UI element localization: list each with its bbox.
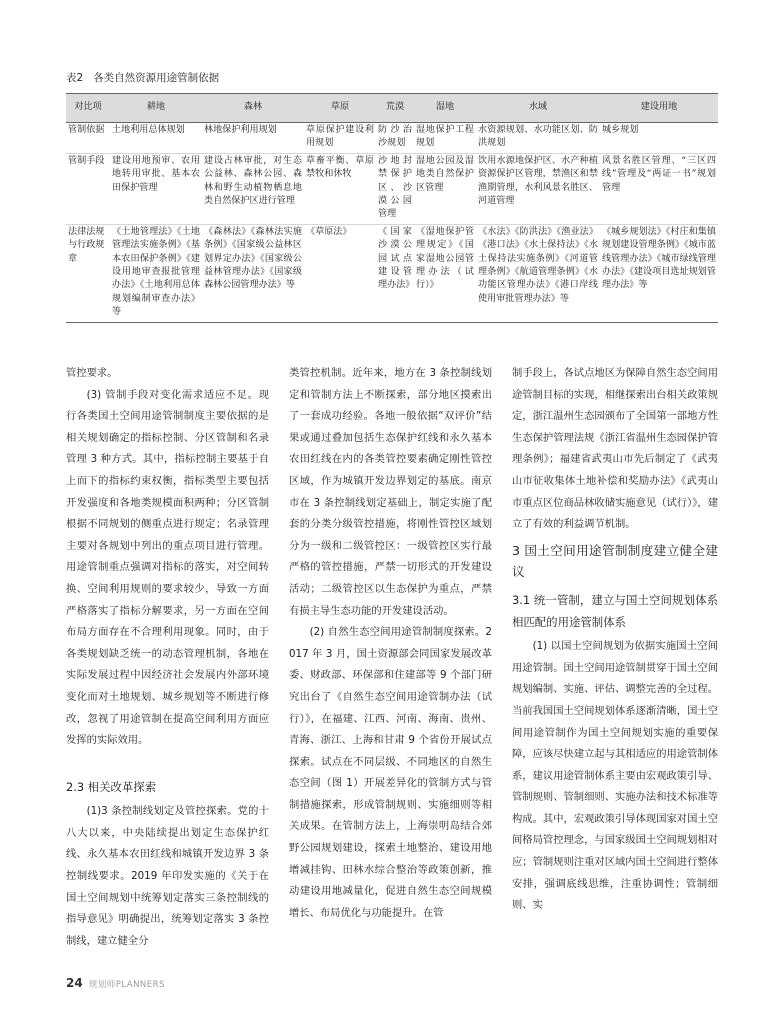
table-header-row (66, 94, 718, 123)
page-number: 24 (66, 976, 83, 990)
table-cell: 风景名胜区管理、“三区四线”管理及“两证一书”规划管理 (600, 153, 718, 224)
table-number: 表2 (66, 72, 84, 84)
table-caption (66, 70, 219, 85)
text-column-3 (512, 363, 718, 953)
table-cell: 湿地公园及湿地类自然保护区管理 (414, 153, 476, 224)
body-paragraph: (1) 以国土空间规划为依据实施国土空间用途管制。国土空间用途管制贯穿于国土空间规划编制、实施、评估、调整完善的全过程。当前我国国土空间规划体系逐渐清晰，国土空间用途管制作为国土空间规划实施的重要保障，应该尽快建立起与其相适应的用途管制体系，建议用途管制体系主要由宏观政策引导、管制规则、管制细则、实施办法和技术标准等构成。其中，宏观政策引导体现国家对国土空间格局管控理念，与国家级国土空间规划相对应；管制规则注重对区域内国土空间进行整体安排，强调底线思维，注重协调性；管制细则、实 (512, 640, 718, 912)
header-compare: 对比项 (66, 94, 110, 123)
table-cell: 土地利用总体规划 (110, 123, 202, 154)
header-farmland: 耕地 (110, 94, 202, 123)
table-cell: 建设占林审批，对生态公益林、森林公园、森林和野生动植物栖息地类自然保护区进行管理 (202, 153, 304, 224)
journal-name: 规划师PLANNERS (88, 980, 165, 990)
resource-control-table (66, 93, 718, 323)
body-paragraph: 制手段上，各试点地区为保障自然生态空间用途管制目标的实现，相继探索出台相关政策规定，浙江温州生态园颁布了全国第一部地方性生态保护管理法规《浙江省温州生态园保护管理条例》；福建省武夷山市先后制定了《武夷山市征收集体土地补偿和奖励办法》《武夷山市重点区位商品林收储实施意见（试行）》，建立了有效的利益调节机制。 (512, 367, 718, 531)
table-cell: 林地保护利用规划 (202, 123, 304, 154)
table-cell: 《湿地保护管理规定》《国家湿地公园管理办法（试行）》 (414, 224, 476, 322)
table-cell: 城乡规划 (600, 123, 718, 154)
header-water: 水域 (476, 94, 600, 123)
section-heading-2-3: 2.3 相关改革探索 (66, 779, 157, 794)
table-cell: 沙地封禁保护区、沙漠公园管理 (376, 153, 414, 224)
table-cell: 《森林法》《森林法实施条例》《国家级公益林区划界定办法》《国家级公益林管理办法》《国家级森林公园管理办法》等 (202, 224, 304, 322)
table-row (66, 153, 718, 224)
table-cell: 防沙治沙规划 (376, 123, 414, 154)
table-cell: 《土地管理法》《土地管理法实施条例》《基本农田保护条例》《建设用地审查报批管理办法》《土地利用总体规划编制审查办法》等 (110, 224, 202, 322)
table-cell: 水资源规划、水功能区划、防洪规划 (476, 123, 600, 154)
header-desert: 荒漠 (376, 94, 414, 123)
table-cell: 草畜平衡、草原禁牧和休牧 (304, 153, 376, 224)
table-cell: 《国家沙漠公园试点建设管理办法》 (376, 224, 414, 322)
body-paragraph: (3) 管制手段对变化需求适应不足。现行各类国土空间用途管制制度主要依据的是相关规划确定的指标控制、分区管制和名录管理 3 种方式。其中，指标控制主要基于自上而下的指标约束权衡，指标类型主要包括开发强度和各地类规模面积两种；分区管制根据不同规划的侧重点进行规定；名录管理主要对各规划中列出的重点项目进行管理。用途管制重点强调对指标的落实，对空间转换、空间利用规则的要求较少，导致一方面严格落实了指标分解要求，另一方面在空间布局方面存在不合理利用现象。同时，由于各类规划缺乏统一的动态管理机制，各地在实际发展过程中因经济社会发展内外部环境变化而对土地规划、城乡规划等不断进行修改，忽视了用途管制在提高空间利用方面应发挥的实际效用。 (66, 388, 269, 747)
body-paragraph: (1)3 条控制线划定及管控探索。党的十八大以来，中央陆续提出划定生态保护红线、永久基本农田红线和城镇开发边界 3 条控制线要求。2019 年印发实施的《关于在国土空间规划中统筹划定落实三条控制线的指导意见》明确提出，统筹划定落实 3 条控制线，建立健全分 (66, 805, 269, 947)
table-cell: 建设用地预审、农用地转用审批、基本农田保护管理 (110, 153, 202, 224)
text-column-1 (66, 363, 269, 953)
row-label-laws: 法律法规与行政规章 (66, 224, 110, 322)
table-cell: 草原保护建设利用规划 (304, 123, 376, 154)
section-heading-3: 3 国土空间用途管制制度建立健全建议 (512, 542, 718, 580)
row-label-means: 管制手段 (66, 153, 110, 224)
body-paragraph: 管控要求。 (66, 367, 118, 379)
section-heading-3-1: 3.1 统一管制，建立与国土空间规划体系相匹配的用途管制体系 (512, 592, 718, 629)
table-row (66, 224, 718, 322)
header-construction-land: 建设用地 (600, 94, 718, 123)
header-forest: 森林 (202, 94, 304, 123)
table-title: 各类自然资源用途管制依据 (93, 72, 220, 84)
text-column-2 (289, 363, 492, 953)
body-paragraph: 类管控机制。近年来，地方在 3 条控制线划定和管制方法上不断探索，部分地区摸索出了一套成功经验。各地一般依据“双评价”结果或通过叠加包括生态保护红线和永久基本农田红线在内的各类管控要素确定刚性管控区域，作为城镇开发边界划定的基底。南京市在 3 条控制线划定基础上，制定实施了配套的分类分级管控措施，将刚性管控区域划分为一级和二级管控区：一级管控区实行最严格的管控措施，严禁一切形式的开发建设活动；二级管控区以生态保护为重点，严禁有损主导生态功能的开发建设活动。 (289, 367, 492, 617)
table-cell: 《水法》《防洪法》《渔业法》《港口法》《水土保持法》《水土保持法实施条例》《河道管理条例》《航道管理条例》《水功能区管理办法》《港口岸线使用审批管理办法》等 (476, 224, 600, 322)
page-footer (66, 972, 165, 991)
table-cell: 饮用水源地保护区、水产种植资源保护区管理，禁渔区和禁渔期管理，水利风景名胜区、河道管理 (476, 153, 600, 224)
table-row (66, 123, 718, 154)
table-cell: 湿地保护工程规划 (414, 123, 476, 154)
table-cell: 《草原法》 (304, 224, 376, 322)
table-cell: 《城乡规划法》《村庄和集镇规划建设管理条例》《城市蓝线管理办法》《城市绿线管理办法》《建设项目选址规划管理办法》等 (600, 224, 718, 322)
row-label-basis: 管制依据 (66, 123, 110, 154)
body-paragraph: (2) 自然生态空间用途管制制度探索。2017 年 3 月，国土资源部会同国家发展改革委、财政部、环保部和住建部等 9 个部门研究出台了《自然生态空间用途管制办法（试行）》，在福建、江西、河南、海南、贵州、青海、浙江、上海和甘肃 9 个省份开展试点探索。试点在不同层级、不同地区的自然生态空间（图 1）开展差异化的管制方式与管制措施探索，形成管制规则、实施细则等相关成果。在管制方法上，上海崇明岛结合郊野公园规划建设，探索土地整治、建设用地增减挂钩、田林水综合整治等政策创新，推动建设用地减量化，促进自然生态空间规模增长、布局优化与功能提升。在管 (289, 626, 492, 919)
header-wetland: 湿地 (414, 94, 476, 123)
header-grassland: 草原 (304, 94, 376, 123)
